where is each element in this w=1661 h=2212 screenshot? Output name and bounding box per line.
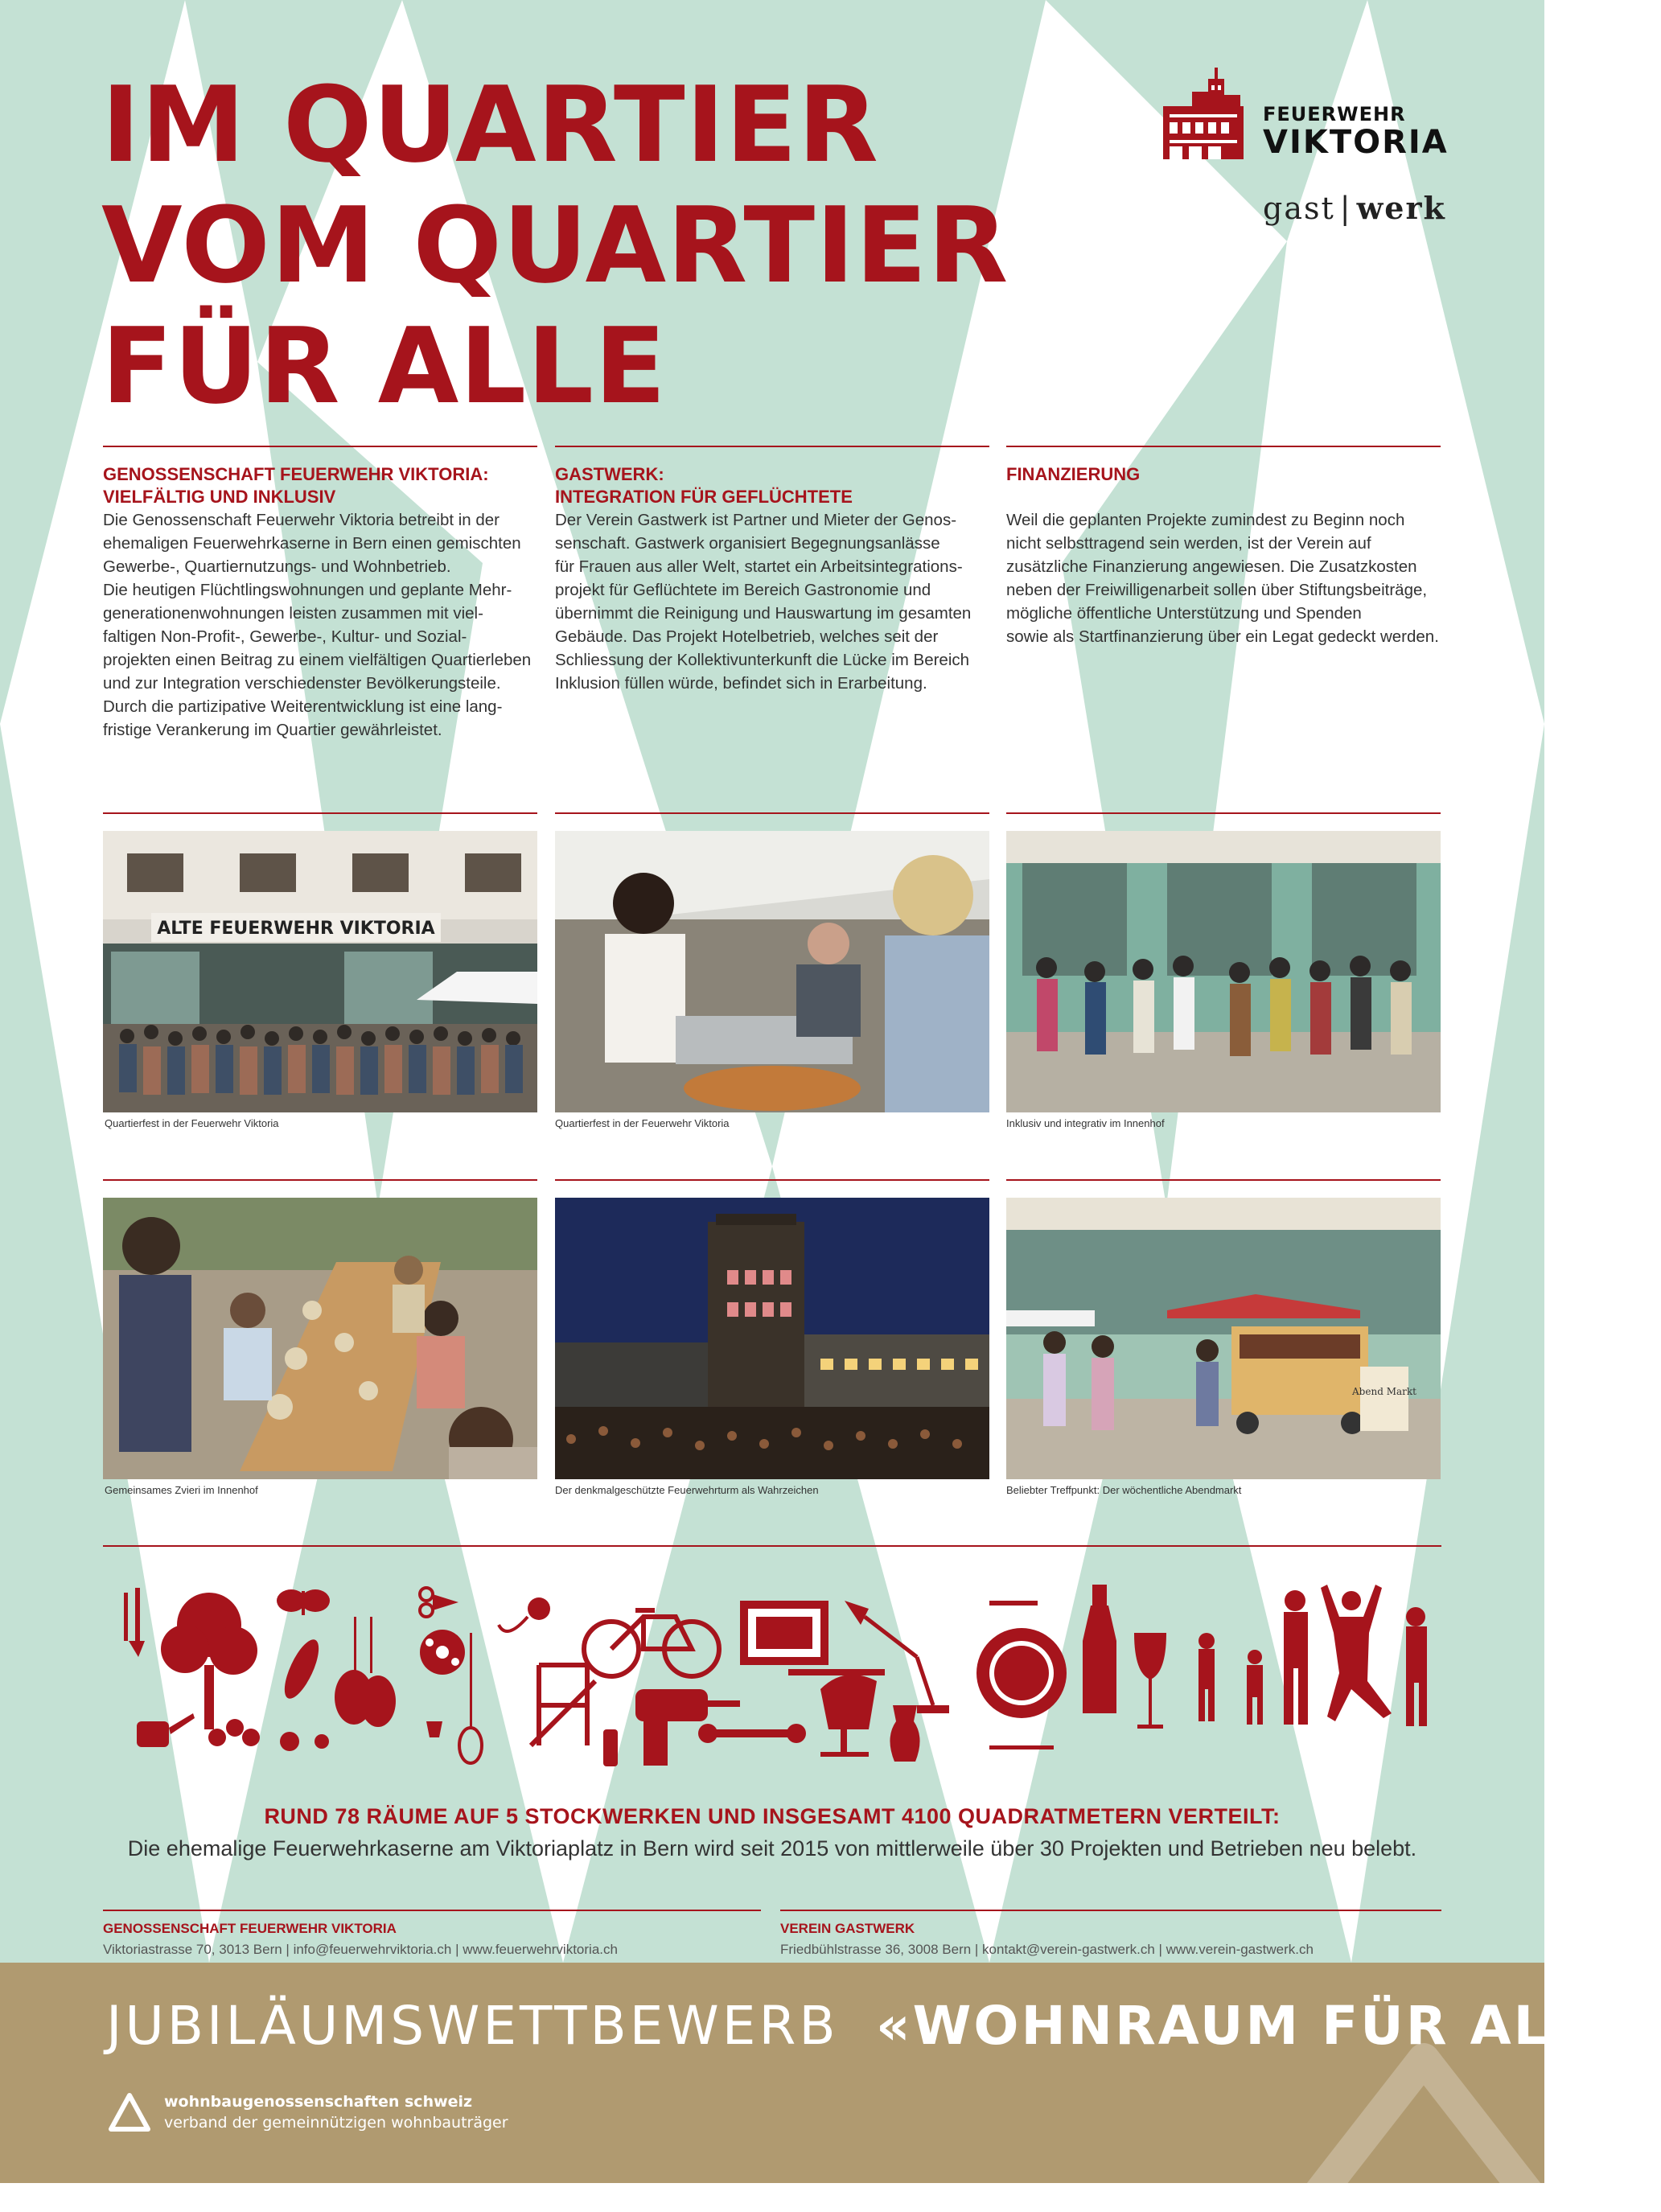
fire-station-icon: [1163, 68, 1252, 161]
ruler-icon: [788, 1669, 885, 1675]
butterfly-icon: [277, 1589, 330, 1615]
photo-caption: Quartierfest in der Feuerwehr Viktoria: [555, 1117, 730, 1129]
photo-caption: Gemeinsames Zvieri im Innenhof: [105, 1484, 258, 1496]
headline-line-1: IM QUARTIER: [101, 64, 879, 186]
photo-caption: Beliebter Treffpunkt: Der wöchentliche Abendmarkt: [1006, 1484, 1242, 1496]
abendmarkt-sign-text: Abend Markt: [1352, 1386, 1416, 1397]
contact-gastwerk: [780, 1910, 1441, 1958]
column-title: GENOSSENSCHAFT FEUERWEHR VIKTORIA: VIELFÄLTIG UND INKLUSIV: [103, 464, 489, 507]
contact-title: VEREIN GASTWERK: [780, 1921, 915, 1936]
feather-icon: [278, 1635, 325, 1703]
summary-text: Die ehemalige Feuerwehrkaserne am Viktoriaplatz in Bern wird seit 2015 von mittlerweile über 30 Projekten und Betrieben neu belebt.: [127, 1836, 1417, 1860]
column-text: Der Verein Gastwerk ist Partner und Mieter der Genos- senschaft. Gastwerk organisiert Begegnungsanlässe für Frauen aus aller Welt, startet ein Arbeitsintegrations- projekt für Geflüchtete im Bereich Gastronomie und übernimmt die Reinigung und Hauswartung im gesamten Gebäude. Das Projekt Hotelbetrieb, welches seit der Schliessung der Kollektivunterkunft die Lücke im Bereich Inklusion füllen würde, befindet sich in Erarbeitung.: [555, 511, 972, 693]
photo-abendmarkt: [1006, 1198, 1441, 1479]
plate-cutlery-icon: [976, 1601, 1067, 1749]
column-finanzierung: [1006, 446, 1441, 648]
family-icon: [1198, 1585, 1427, 1726]
column-title: FINANZIERUNG: [1006, 464, 1141, 484]
microphone-icon: [499, 1597, 550, 1631]
wine-glass-icon: [1134, 1633, 1166, 1729]
photo-caption: Inklusiv und integrativ im Innenhof: [1006, 1117, 1165, 1129]
wbg-org-name: wohnbaugenossenschaften schweiz: [164, 2093, 473, 2111]
main-headline: [101, 64, 1009, 426]
photo-caption: Quartierfest in der Feuerwehr Viktoria: [105, 1117, 279, 1129]
gastwerk-logo-separator: |: [1339, 191, 1352, 226]
column-text: Weil die geplanten Projekte zumindest zu Beginn noch nicht selbsttragend sein werden, ist der Verein auf zusätzliche Finanzierung angewiesen. Die Zusatzkosten neben der Freiwilligenarbeit sollen über Stiftungsbeiträge, mögliche öffentliche Unterstützung und Spenden sowie als Startfinanzierung über ein Legat gedeckt werden.: [1006, 511, 1439, 646]
competition-banner: [0, 1963, 1661, 2183]
facade-sign-text: ALTE FEUERWEHR VIKTORIA: [157, 919, 435, 939]
scissors-icon: [420, 1588, 458, 1617]
contact-genossenschaft: [103, 1910, 761, 1958]
banner-title-light: JUBILÄUMSWETTBEWERB: [106, 1995, 839, 2057]
gastwerk-logo: [1263, 190, 1446, 226]
column-gastwerk: [555, 446, 989, 695]
bicycle-icon: [584, 1610, 719, 1676]
vase-icon: [890, 1705, 919, 1762]
photo-caption: Der denkmalgeschützte Feuerwehrturm als Wahrzeichen: [555, 1484, 819, 1496]
boxing-gloves-icon: [335, 1617, 396, 1727]
photo-innenhof-inclusive: [1006, 831, 1441, 1112]
contact-title: GENOSSENSCHAFT FEUERWEHR VIKTORIA: [103, 1921, 397, 1936]
feuerwehr-viktoria-logo: [1163, 68, 1449, 161]
gastwerk-logo-part1: gast: [1263, 191, 1335, 226]
logo-line-feuerwehr: FEUERWEHR: [1263, 103, 1406, 125]
photo-quartierfest-food: [555, 831, 989, 1112]
contact-address: Friedbühlstrasse 36, 3008 Bern | kontakt@verein-gastwerk.ch | www.verein-gastwerk.ch: [780, 1942, 1314, 1957]
column-text: Die Genossenschaft Feuerwehr Viktoria betreibt in der ehemaligen Feuerwehrkaserne in Bern einen gemischten Gewerbe-, Quartiernutzungs- und Wohnbetrieb. Die heutigen Flüchtlingswohnungen und geplante Mehr- generationenwohnungen leisten zusammen mit viel- faltigen Non-Profit-, Gewerbe-, Kultur- und Sozial- projekten einen Beitrag zu einem vielfältigen Quartierleben und zur Integration verschiedenster Bevölkerungsteile. Durch die partizipative Weiterentwicklung ist eine lang- fristige Verankerung im Quartier gewährleistet.: [103, 511, 532, 739]
picture-frame-icon: [740, 1601, 828, 1665]
watering-can-icon: [137, 1713, 195, 1747]
headline-line-2: VOM QUARTIER: [101, 184, 1009, 306]
photo-zvieri-innenhof: [103, 1198, 537, 1479]
column-genossenschaft: [103, 446, 537, 742]
drill-icon: [603, 1689, 740, 1766]
wbg-org-subtitle: verband der gemeinnützigen wohnbauträger: [164, 2114, 508, 2132]
football-icon: [420, 1630, 465, 1675]
bottle-icon: [1083, 1585, 1116, 1713]
wbg-watermark-icon: [1303, 2051, 1544, 2212]
contact-address: Viktoriastrasse 70, 3013 Bern | info@feuerwehrviktoria.ch | www.feuerwehrviktoria.ch: [103, 1942, 618, 1957]
summary-headline: RUND 78 RÄUME AUF 5 STOCKWERKEN UND INSGESAMT 4100 QUADRATMETERN VERTEILT:: [264, 1804, 1281, 1828]
gastwerk-logo-part2: werk: [1356, 190, 1446, 226]
wbg-logo-icon: [108, 2091, 151, 2135]
folding-chair-icon: [531, 1665, 595, 1745]
photo-quartierfest-facade: [103, 831, 537, 1112]
apples-icon: [208, 1719, 329, 1751]
photo-feuerwehrturm: [555, 1198, 989, 1479]
headline-line-3: FÜR ALLE: [101, 305, 667, 427]
tree-icon: [161, 1593, 257, 1729]
activity-icons-row: [121, 1585, 1440, 1770]
wrench-icon: [698, 1724, 806, 1743]
armchair-icon: [820, 1675, 877, 1757]
banner-title-bold: «WOHNRAUM FÜR ALLE»: [875, 1995, 1661, 2057]
banner-title: [106, 1995, 1661, 2057]
column-title: GASTWERK: INTEGRATION FÜR GEFLÜCHTETE: [555, 464, 853, 507]
logo-line-viktoria: VIKTORIA: [1263, 124, 1449, 161]
garden-tools-icon: [124, 1588, 145, 1657]
